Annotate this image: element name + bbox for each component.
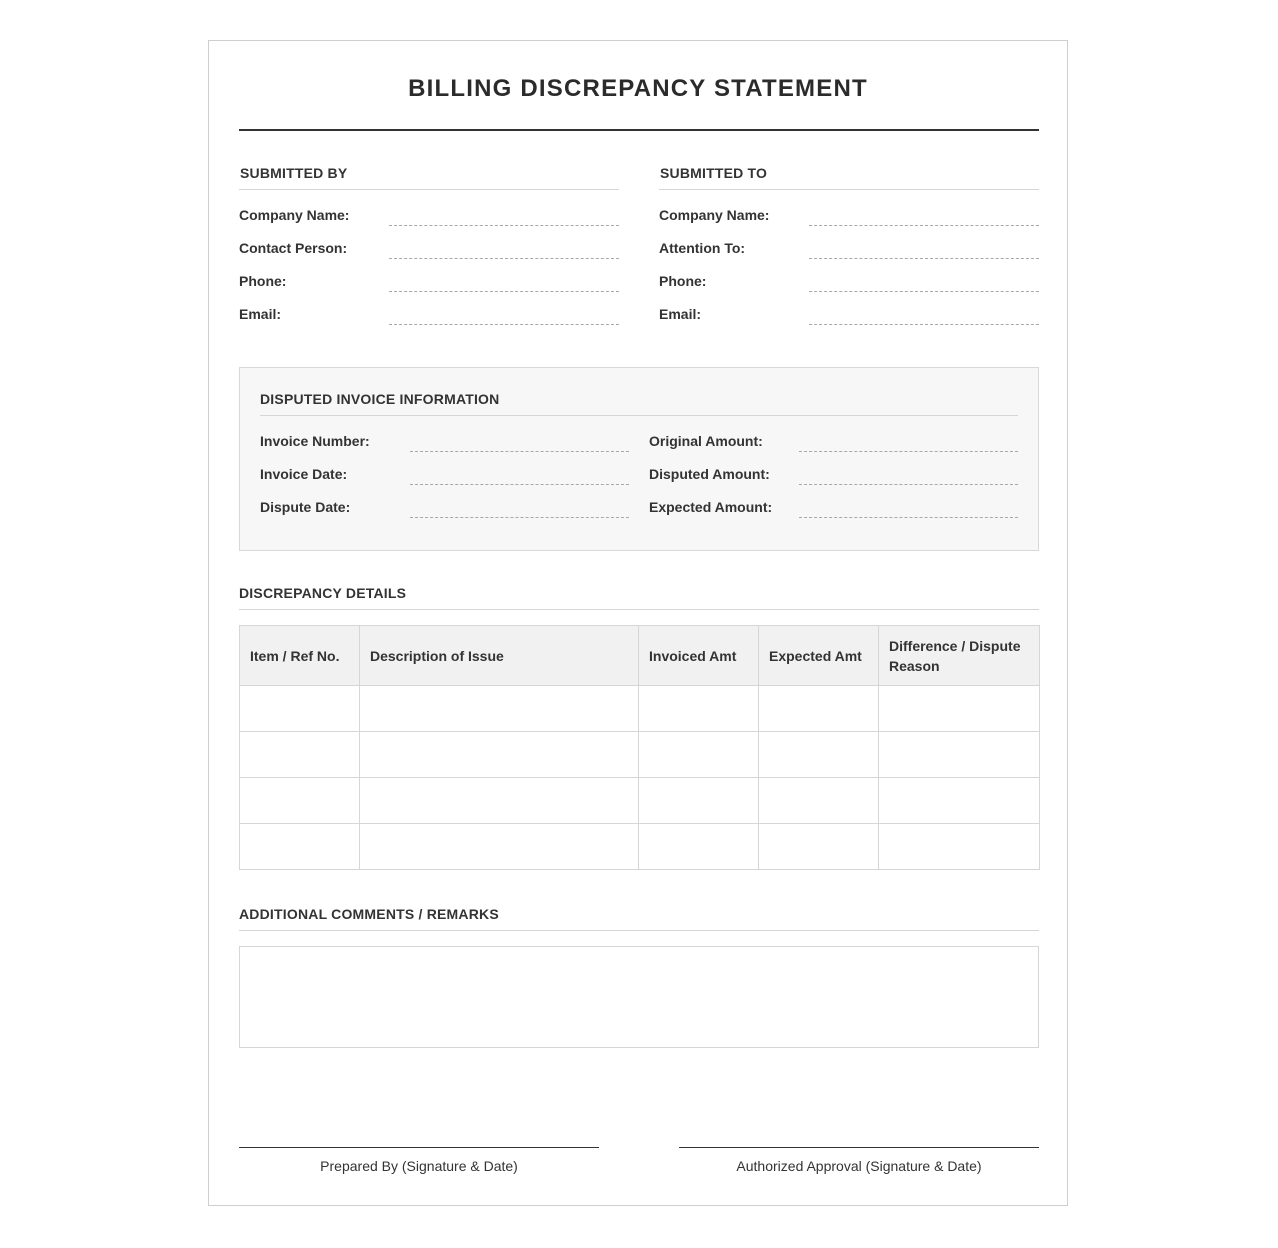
field-label: Phone: xyxy=(239,273,287,289)
comments-heading: ADDITIONAL COMMENTS / REMARKS xyxy=(239,906,499,922)
table-cell[interactable] xyxy=(240,732,360,778)
submitted-by-heading: SUBMITTED BY xyxy=(240,165,348,181)
invoice-number-input-line[interactable] xyxy=(410,451,629,452)
company-name-input-line[interactable] xyxy=(809,225,1039,226)
table-cell[interactable] xyxy=(360,824,639,870)
invoice-date-field xyxy=(260,466,630,488)
expected-amount-field xyxy=(649,499,1019,521)
approval-signature-line[interactable] xyxy=(679,1147,1039,1148)
table-row xyxy=(240,732,1040,778)
submitted-to-divider xyxy=(659,189,1039,190)
table-cell[interactable] xyxy=(639,778,759,824)
submitted-to-heading: SUBMITTED TO xyxy=(660,165,768,181)
prepared-by-signature-line[interactable] xyxy=(239,1147,599,1148)
table-cell[interactable] xyxy=(639,732,759,778)
dispute-date-input-line[interactable] xyxy=(410,517,629,518)
table-cell[interactable] xyxy=(240,824,360,870)
invoice-number-field xyxy=(260,433,630,455)
submitted-by-divider xyxy=(239,189,619,190)
discrepancy-heading: DISCREPANCY DETAILS xyxy=(239,585,407,601)
invoice-info-divider xyxy=(260,415,1018,416)
table-header-row xyxy=(240,626,1040,686)
table-cell[interactable] xyxy=(240,778,360,824)
table-cell[interactable] xyxy=(360,732,639,778)
field-label: Attention To: xyxy=(659,240,746,256)
submitted-to-email-field xyxy=(659,306,1039,328)
document-title: BILLING DISCREPANCY STATEMENT xyxy=(408,75,868,102)
submitted-by-company-field xyxy=(239,207,619,229)
email-input-line[interactable] xyxy=(809,324,1039,325)
field-label: Email: xyxy=(239,306,282,322)
disputed-amount-input-line[interactable] xyxy=(799,484,1018,485)
table-cell[interactable] xyxy=(639,824,759,870)
disputed-invoice-panel xyxy=(239,367,1039,551)
title-divider xyxy=(239,129,1039,131)
table-cell[interactable] xyxy=(360,778,639,824)
dispute-date-field xyxy=(260,499,630,521)
field-label: Phone: xyxy=(659,273,707,289)
phone-input-line[interactable] xyxy=(809,291,1039,292)
invoice-info-heading: DISPUTED INVOICE INFORMATION xyxy=(260,391,500,407)
table-cell[interactable] xyxy=(240,686,360,732)
table-row xyxy=(240,778,1040,824)
submitted-by-contact-field xyxy=(239,240,619,262)
discrepancy-divider xyxy=(239,609,1039,610)
table-cell[interactable] xyxy=(759,732,879,778)
column-header-expected-amt: Expected Amt xyxy=(759,626,879,686)
comments-divider xyxy=(239,930,1039,931)
prepared-by-signature xyxy=(239,1147,599,1174)
company-name-input-line[interactable] xyxy=(389,225,619,226)
statement-page xyxy=(208,40,1068,1206)
field-label: Invoice Date: xyxy=(260,466,348,482)
comments-textarea[interactable] xyxy=(239,946,1039,1048)
email-input-line[interactable] xyxy=(389,324,619,325)
column-header-description: Description of Issue xyxy=(360,626,639,686)
submitted-to-phone-field xyxy=(659,273,1039,295)
original-amount-field xyxy=(649,433,1019,455)
field-label: Original Amount: xyxy=(649,433,763,449)
disputed-amount-field xyxy=(649,466,1019,488)
submitted-by-phone-field xyxy=(239,273,619,295)
field-label: Invoice Number: xyxy=(260,433,370,449)
field-label: Expected Amount: xyxy=(649,499,773,515)
column-header-difference-reason: Difference / Dispute Reason xyxy=(879,626,1040,686)
column-header-invoiced-amt: Invoiced Amt xyxy=(639,626,759,686)
table-cell[interactable] xyxy=(879,778,1040,824)
field-label: Dispute Date: xyxy=(260,499,351,515)
table-cell[interactable] xyxy=(879,732,1040,778)
attention-to-input-line[interactable] xyxy=(809,258,1039,259)
phone-input-line[interactable] xyxy=(389,291,619,292)
invoice-date-input-line[interactable] xyxy=(410,484,629,485)
table-cell[interactable] xyxy=(879,686,1040,732)
table-cell[interactable] xyxy=(879,824,1040,870)
submitted-to-attention-field xyxy=(659,240,1039,262)
table-cell[interactable] xyxy=(639,686,759,732)
table-cell[interactable] xyxy=(759,686,879,732)
approval-label: Authorized Approval (Signature & Date) xyxy=(736,1158,982,1174)
field-label: Company Name: xyxy=(239,207,350,223)
table-cell[interactable] xyxy=(360,686,639,732)
table-row xyxy=(240,686,1040,732)
field-label: Email: xyxy=(659,306,702,322)
contact-person-input-line[interactable] xyxy=(389,258,619,259)
field-label: Disputed Amount: xyxy=(649,466,770,482)
approval-signature xyxy=(679,1147,1039,1174)
discrepancy-table xyxy=(239,625,1040,870)
field-label: Contact Person: xyxy=(239,240,348,256)
original-amount-input-line[interactable] xyxy=(799,451,1018,452)
table-cell[interactable] xyxy=(759,824,879,870)
expected-amount-input-line[interactable] xyxy=(799,517,1018,518)
submitted-by-email-field xyxy=(239,306,619,328)
table-row xyxy=(240,824,1040,870)
field-label: Company Name: xyxy=(659,207,770,223)
prepared-by-label: Prepared By (Signature & Date) xyxy=(320,1158,518,1174)
column-header-item-ref: Item / Ref No. xyxy=(240,626,360,686)
submitted-to-company-field xyxy=(659,207,1039,229)
table-cell[interactable] xyxy=(759,778,879,824)
